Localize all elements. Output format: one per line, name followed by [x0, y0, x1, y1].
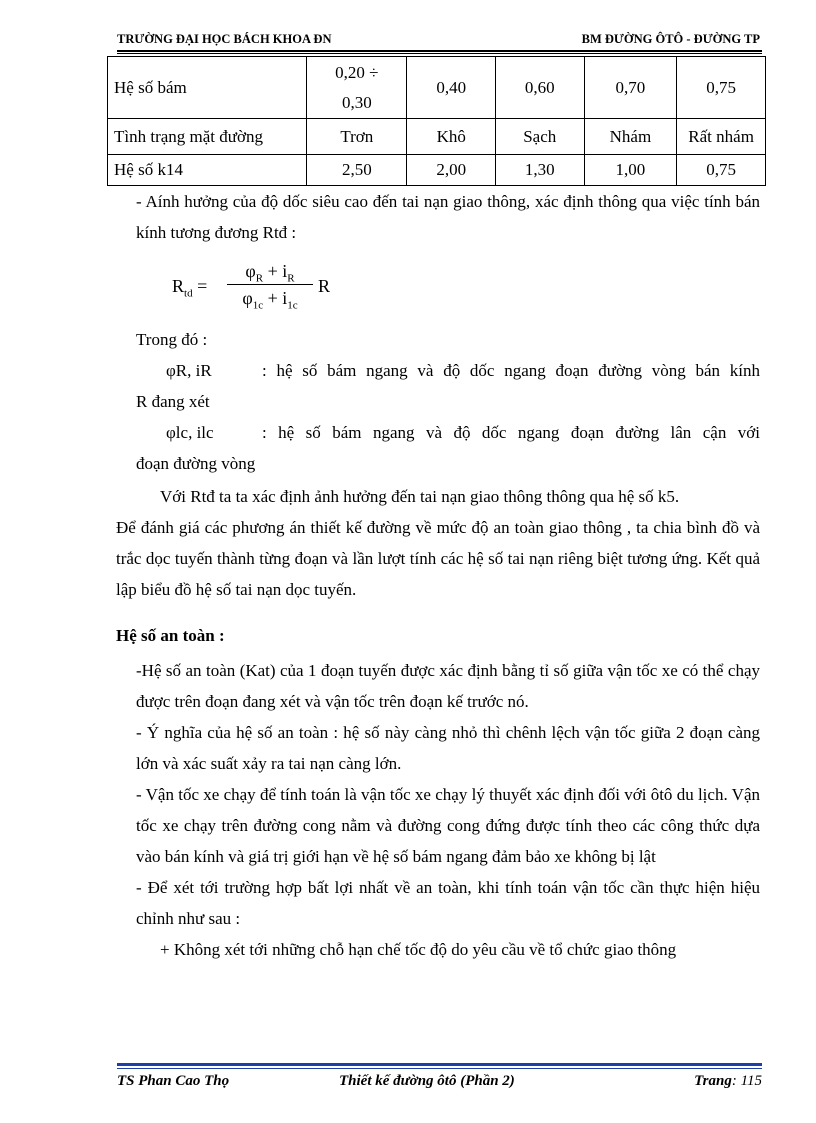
paragraph: - Ý nghĩa của hệ số an toàn : hệ số này càng nhỏ thì chênh lệch vận tốc giữa 2 đoạn càng lớn và xác suất xảy ra tai nạn càng lớn. [136, 723, 760, 773]
formula-sub: R [255, 272, 264, 285]
table-cell: Khô [407, 119, 496, 155]
table-cell: 2,50 [307, 155, 407, 186]
plus-sign: + [267, 288, 278, 308]
table-row [108, 57, 766, 119]
table-row [108, 155, 766, 186]
formula-lhs [172, 276, 207, 300]
page-footer [117, 1073, 762, 1093]
section-intro [136, 186, 760, 248]
table-cell: 0,60 [495, 57, 584, 119]
table-row [108, 119, 766, 155]
table-cell: Tình trạng mặt đường [108, 119, 307, 155]
cell-line: 0,30 [341, 92, 372, 112]
formula-sub: 1c [252, 299, 264, 312]
header-right: BM ĐƯỜNG ÔTÔ - ĐƯỜNG TP [581, 32, 760, 46]
coefficient-table [107, 56, 766, 186]
formula-eq: = [197, 276, 208, 296]
formula-sub: td [184, 287, 193, 300]
phi-symbol: φ [242, 288, 253, 308]
table-cell: 1,00 [584, 155, 677, 186]
table-cell: Nhám [584, 119, 677, 155]
formula-fraction [227, 258, 313, 311]
paragraph: -Hệ số an toàn (Kat) của 1 đoạn tuyến được xác định bằng tỉ số giữa vận tốc xe có thể chạy được trên đoạn đang xét và vận tốc trên đoạn kế trước nó. [136, 661, 760, 711]
cell-line: 0,20 ÷ [335, 62, 379, 82]
paragraph: - Vận tốc xe chạy để tính toán là vận tốc xe chạy lý thuyết xác định đối với ôtô du lịch. Vận tốc xe chạy trên đường cong nằm và đường cong đứng được tính theo các công thức dựa vào bán kính và giá trị giới hạn về hệ số bám ngang đảm bảo xe không bị lật [136, 785, 760, 866]
term-phi-r [136, 355, 760, 386]
paragraph: Để đánh giá các phương án thiết kế đường về mức độ an toàn giao thông , ta chia bình đồ và trắc dọc tuyến thành từng đoạn và lần lượt tính các hệ số tai nạn riêng biệt tương ứng. Kết quả lập biểu đồ hệ số tai nạn dọc tuyến. [116, 518, 760, 599]
term-value: : hệ số bám ngang và độ dốc ngang đoạn đường lân cận với [262, 423, 760, 442]
table-cell: 0,75 [677, 155, 766, 186]
table-cell: 1,30 [495, 155, 584, 186]
header-left: TRƯỜNG ĐẠI HỌC BÁCH KHOA ĐN [117, 32, 332, 46]
formula-numerator [227, 258, 313, 284]
where-label: Trong đó : [136, 330, 208, 349]
table-cell: Sạch [495, 119, 584, 155]
term-key: φR, iR [166, 361, 212, 380]
term-phi-lc [136, 417, 760, 448]
page-number: : 115 [731, 1073, 762, 1089]
formula-denominator [227, 285, 313, 311]
phi-symbol: φ [245, 261, 256, 281]
footer-title: Thiết kế đường ôtô (Phần 2) [339, 1073, 515, 1089]
paragraph: Với Rtđ ta ta xác định ảnh hưởng đến tai nạn giao thông thông qua hệ số k5. [160, 487, 680, 506]
formula-rhs: R [318, 276, 331, 296]
table-cell: Hệ số bám [108, 57, 307, 119]
header-rule-thick [117, 50, 762, 52]
page-header [117, 32, 760, 48]
safety-body [136, 655, 760, 965]
footer-rule-thin [117, 1068, 762, 1069]
term-continuation: R đang xét [136, 392, 210, 411]
plus-sign: + [267, 261, 278, 281]
term-value: : hệ số bám ngang và độ dốc ngang đoạn đường vòng bán kính [262, 361, 760, 380]
i-symbol: i [282, 288, 288, 308]
table-cell: 2,00 [407, 155, 496, 186]
table-cell [307, 57, 407, 119]
i-symbol: i [282, 261, 288, 281]
formula-r: R [172, 276, 185, 296]
header-rule-thin [117, 53, 762, 54]
formula-sub: 1c [287, 299, 298, 312]
section-definitions [116, 324, 760, 605]
term-key: φlc, ilc [166, 423, 214, 442]
table-cell: Rất nhám [677, 119, 766, 155]
table-cell: 0,70 [584, 57, 677, 119]
paragraph: + Không xét tới những chỗ hạn chế tốc độ do yêu cầu về tổ chức giao thông [160, 940, 677, 959]
footer-rule-thick [117, 1063, 762, 1066]
formula-sub: R [287, 272, 295, 285]
paragraph: - Aính hưởng của độ dốc siêu cao đến tai nạn giao thông, xác định thông qua việc tính bán kính tương đương Rtđ : [136, 192, 760, 242]
table-cell: Trơn [307, 119, 407, 155]
footer-author: TS Phan Cao Thọ [117, 1073, 230, 1089]
footer-page [694, 1073, 762, 1090]
section-heading: Hệ số an toàn : [116, 626, 225, 645]
table-cell: Hệ số k14 [108, 155, 307, 186]
equivalent-radius-formula [172, 258, 332, 320]
paragraph: - Để xét tới trường hợp bất lợi nhất về an toàn, khi tính toán vận tốc cần thực hiện hiệu chỉnh như sau : [136, 878, 760, 928]
section-safety [116, 620, 760, 965]
table-cell: 0,40 [407, 57, 496, 119]
term-continuation: đoạn đường vòng [136, 454, 256, 473]
page-label: Trang [694, 1073, 732, 1089]
table-cell: 0,75 [677, 57, 766, 119]
